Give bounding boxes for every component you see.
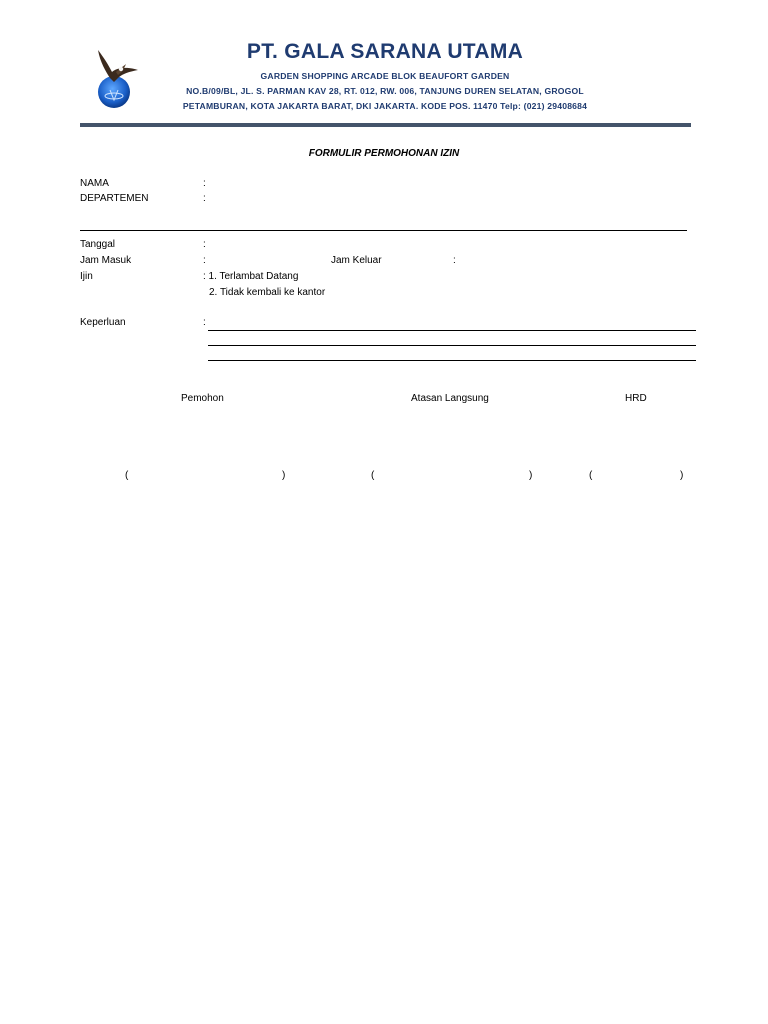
address-line-1: GARDEN SHOPPING ARCADE BLOK BEAUFORT GARDEN (260, 71, 510, 81)
jam-keluar-label: Jam Keluar (331, 255, 382, 266)
nama-label: NAMA (80, 178, 109, 189)
hrd-paren-open: ( (589, 470, 593, 481)
tanggal-label: Tanggal (80, 239, 116, 250)
company-name: PT. GALA SARANA UTAMA (246, 40, 524, 63)
keperluan-line-1 (208, 330, 696, 331)
pemohon-paren-close: ) (282, 470, 286, 481)
atasan-label: Atasan Langsung (411, 393, 489, 404)
departemen-label: DEPARTEMEN (80, 193, 149, 204)
ijin-option-2: 2. Tidak kembali ke kantor (209, 287, 326, 298)
header-divider (80, 123, 691, 127)
keperluan-line-3 (208, 360, 696, 361)
keperluan-label: Keperluan (80, 317, 126, 328)
atasan-paren-close: ) (529, 470, 533, 481)
address-line-3: PETAMBURAN, KOTA JAKARTA BARAT, DKI JAKARTA. KODE POS. 11470 Telp: (021) 29408684 (182, 101, 588, 111)
keperluan-colon: : (203, 317, 206, 328)
pemohon-label: Pemohon (181, 393, 224, 404)
keperluan-line-2 (208, 345, 696, 346)
section-divider (80, 230, 687, 231)
jam-masuk-colon: : (203, 255, 206, 266)
tanggal-colon: : (203, 239, 206, 250)
address-line-2: NO.B/09/BL, JL. S. PARMAN KAV 28, RT. 012, RW. 006, TANJUNG DUREN SELATAN, GROGOL (186, 86, 584, 96)
jam-keluar-colon: : (453, 255, 456, 266)
nama-colon: : (203, 178, 206, 189)
eagle-globe-logo (80, 42, 142, 114)
ijin-label: Ijin (80, 271, 93, 282)
jam-masuk-label: Jam Masuk (80, 255, 132, 266)
ijin-option-1: : 1. Terlambat Datang (203, 271, 299, 282)
hrd-label: HRD (625, 393, 647, 404)
atasan-paren-open: ( (371, 470, 375, 481)
pemohon-paren-open: ( (125, 470, 129, 481)
form-title: FORMULIR PERMOHONAN IZIN (308, 148, 460, 159)
hrd-paren-close: ) (680, 470, 684, 481)
departemen-colon: : (203, 193, 206, 204)
